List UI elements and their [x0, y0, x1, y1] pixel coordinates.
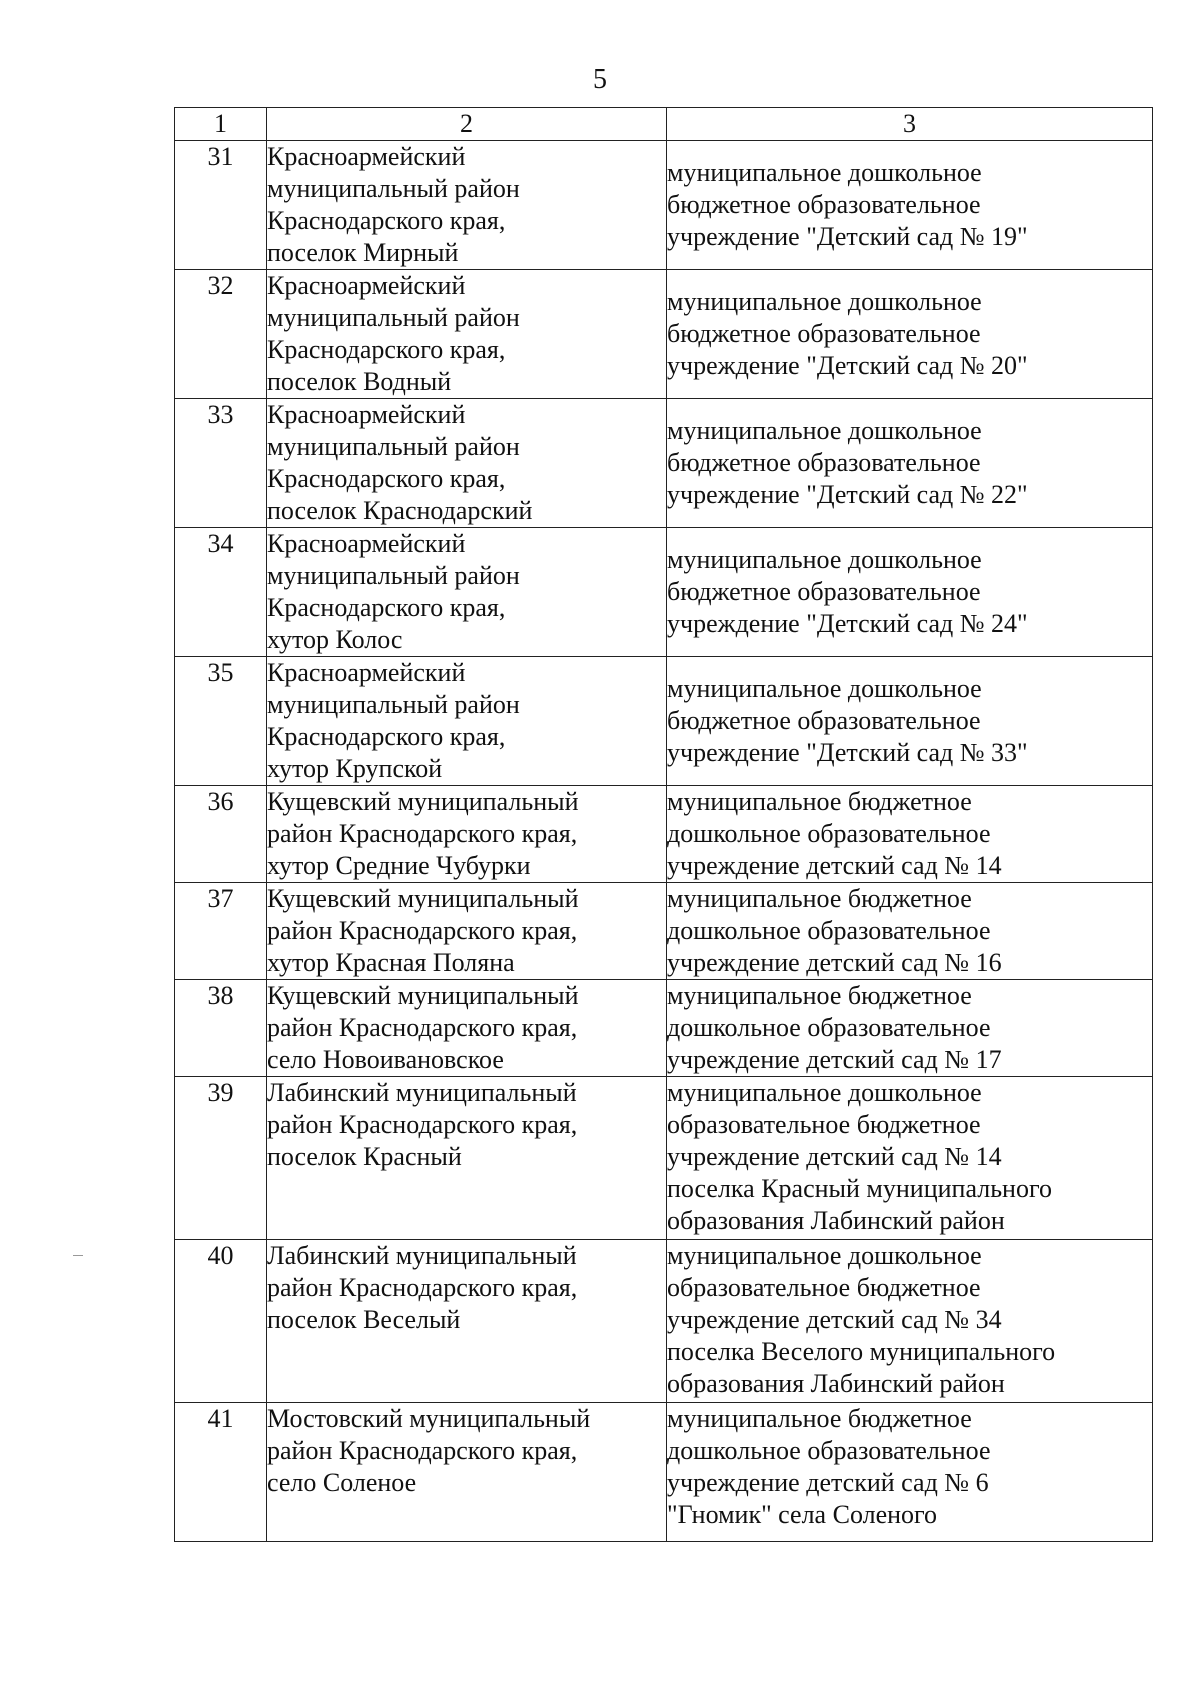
location-line: Краснодарского края, — [267, 593, 506, 622]
location-line: хутор Средние Чубурки — [267, 851, 531, 880]
table-row — [175, 528, 1153, 657]
institution-cell — [667, 528, 1153, 657]
institution-line: учреждение детский сад № 16 — [667, 948, 1002, 977]
location-line: поселок Краснодарский — [267, 496, 533, 525]
row-number: 41 — [175, 1403, 267, 1542]
row-number: 31 — [175, 141, 267, 270]
table-row — [175, 786, 1153, 883]
location-line: Красноармейский — [267, 400, 466, 429]
institution-line: учреждение детский сад № 14 — [667, 1142, 1002, 1171]
row-number: 38 — [175, 980, 267, 1077]
institution-line: учреждение детский сад № 6 — [667, 1468, 989, 1497]
table-row — [175, 657, 1153, 786]
institution-line: муниципальное дошкольное — [667, 545, 982, 574]
institution-line: дошкольное образовательное — [667, 1013, 991, 1042]
institution-line: образования Лабинский район — [667, 1369, 1005, 1398]
location-line: район Краснодарского края, — [267, 916, 578, 945]
location-line: район Краснодарского края, — [267, 1436, 578, 1465]
row-number: 40 — [175, 1240, 267, 1403]
table-header-row — [175, 108, 1153, 141]
institution-cell — [667, 1077, 1153, 1240]
row-number: 33 — [175, 399, 267, 528]
location-cell — [267, 1077, 667, 1240]
table-row — [175, 1240, 1153, 1403]
table-row — [175, 980, 1153, 1077]
institution-line: бюджетное образовательное — [667, 706, 981, 735]
location-cell — [267, 270, 667, 399]
column-header-2: 2 — [267, 108, 667, 141]
location-cell — [267, 528, 667, 657]
location-line: Краснодарского края, — [267, 464, 506, 493]
institution-line: муниципальное дошкольное — [667, 416, 982, 445]
location-line: Лабинский муниципальный — [267, 1241, 577, 1270]
institution-line: учреждение "Детский сад № 19" — [667, 222, 1028, 251]
location-cell — [267, 786, 667, 883]
institution-cell — [667, 1403, 1153, 1542]
location-line: поселок Красный — [267, 1142, 462, 1171]
location-line: район Краснодарского края, — [267, 1273, 578, 1302]
location-line: Кущевский муниципальный — [267, 884, 579, 913]
institution-line: образовательное бюджетное — [667, 1110, 981, 1139]
row-number: 36 — [175, 786, 267, 883]
institution-line: учреждение "Детский сад № 20" — [667, 351, 1028, 380]
institution-line: муниципальное бюджетное — [667, 884, 972, 913]
location-cell — [267, 883, 667, 980]
location-line: Кущевский муниципальный — [267, 981, 579, 1010]
location-line: Красноармейский — [267, 271, 466, 300]
location-line: хутор Колос — [267, 625, 403, 654]
location-line: район Краснодарского края, — [267, 1013, 578, 1042]
table-row — [175, 141, 1153, 270]
institution-line: поселка Веселого муниципального — [667, 1337, 1056, 1366]
location-line: Красноармейский — [267, 658, 466, 687]
table-row — [175, 270, 1153, 399]
institution-line: учреждение "Детский сад № 33" — [667, 738, 1028, 767]
institution-line: муниципальное дошкольное — [667, 1241, 982, 1270]
location-line: поселок Водный — [267, 367, 452, 396]
location-line: Красноармейский — [267, 142, 466, 171]
location-line: муниципальный район — [267, 174, 520, 203]
column-header-1: 1 — [175, 108, 267, 141]
location-line: село Новоивановское — [267, 1045, 504, 1074]
location-line: Мостовский муниципальный — [267, 1404, 591, 1433]
row-number: 39 — [175, 1077, 267, 1240]
table-row — [175, 399, 1153, 528]
location-cell — [267, 1240, 667, 1403]
institution-line: образования Лабинский район — [667, 1206, 1005, 1235]
location-line: поселок Веселый — [267, 1305, 461, 1334]
institution-line: бюджетное образовательное — [667, 448, 981, 477]
institution-cell — [667, 141, 1153, 270]
institution-cell — [667, 657, 1153, 786]
location-line: Кущевский муниципальный — [267, 787, 579, 816]
location-cell — [267, 399, 667, 528]
table-row — [175, 1077, 1153, 1240]
location-cell — [267, 1403, 667, 1542]
institutions-table — [174, 107, 1153, 1542]
row-number: 37 — [175, 883, 267, 980]
scan-mark — [73, 1255, 83, 1256]
institution-line: бюджетное образовательное — [667, 577, 981, 606]
institution-cell — [667, 270, 1153, 399]
row-number: 34 — [175, 528, 267, 657]
location-line: хутор Красная Поляна — [267, 948, 515, 977]
location-line: муниципальный район — [267, 561, 520, 590]
row-number: 32 — [175, 270, 267, 399]
institution-line: бюджетное образовательное — [667, 319, 981, 348]
institution-line: учреждение детский сад № 34 — [667, 1305, 1002, 1334]
institution-line: бюджетное образовательное — [667, 190, 981, 219]
location-line: Красноармейский — [267, 529, 466, 558]
location-line: поселок Мирный — [267, 238, 459, 267]
institution-line: муниципальное бюджетное — [667, 787, 972, 816]
table-row — [175, 883, 1153, 980]
location-line: Краснодарского края, — [267, 206, 506, 235]
column-header-3: 3 — [667, 108, 1153, 141]
location-line: хутор Крупской — [267, 754, 443, 783]
institution-line: муниципальное бюджетное — [667, 1404, 972, 1433]
institution-line: дошкольное образовательное — [667, 819, 991, 848]
location-cell — [267, 980, 667, 1077]
institution-cell — [667, 786, 1153, 883]
institution-line: учреждение "Детский сад № 22" — [667, 480, 1028, 509]
location-line: муниципальный район — [267, 303, 520, 332]
institution-line: учреждение детский сад № 17 — [667, 1045, 1002, 1074]
institution-line: муниципальное дошкольное — [667, 158, 982, 187]
location-line: Краснодарского края, — [267, 722, 506, 751]
institution-line: муниципальное бюджетное — [667, 981, 972, 1010]
location-cell — [267, 141, 667, 270]
location-line: муниципальный район — [267, 432, 520, 461]
institution-cell — [667, 399, 1153, 528]
location-cell — [267, 657, 667, 786]
institution-line: образовательное бюджетное — [667, 1273, 981, 1302]
institution-cell — [667, 1240, 1153, 1403]
table-row — [175, 1403, 1153, 1542]
location-line: Лабинский муниципальный — [267, 1078, 577, 1107]
institution-line: дошкольное образовательное — [667, 916, 991, 945]
table-body — [175, 141, 1153, 1542]
location-line: район Краснодарского края, — [267, 819, 578, 848]
location-line: Краснодарского края, — [267, 335, 506, 364]
institution-line: учреждение "Детский сад № 24" — [667, 609, 1028, 638]
institution-cell — [667, 980, 1153, 1077]
location-line: село Соленое — [267, 1468, 417, 1497]
institution-line: муниципальное дошкольное — [667, 1078, 982, 1107]
institution-line: поселка Красный муниципального — [667, 1174, 1052, 1203]
institution-line: муниципальное дошкольное — [667, 287, 982, 316]
location-line: муниципальный район — [267, 690, 520, 719]
row-number: 35 — [175, 657, 267, 786]
institution-cell — [667, 883, 1153, 980]
location-line: район Краснодарского края, — [267, 1110, 578, 1139]
institution-line: дошкольное образовательное — [667, 1436, 991, 1465]
page-number: 5 — [593, 64, 607, 95]
institution-line: муниципальное дошкольное — [667, 674, 982, 703]
institution-line: "Гномик" села Соленого — [667, 1500, 938, 1529]
institution-line: учреждение детский сад № 14 — [667, 851, 1002, 880]
